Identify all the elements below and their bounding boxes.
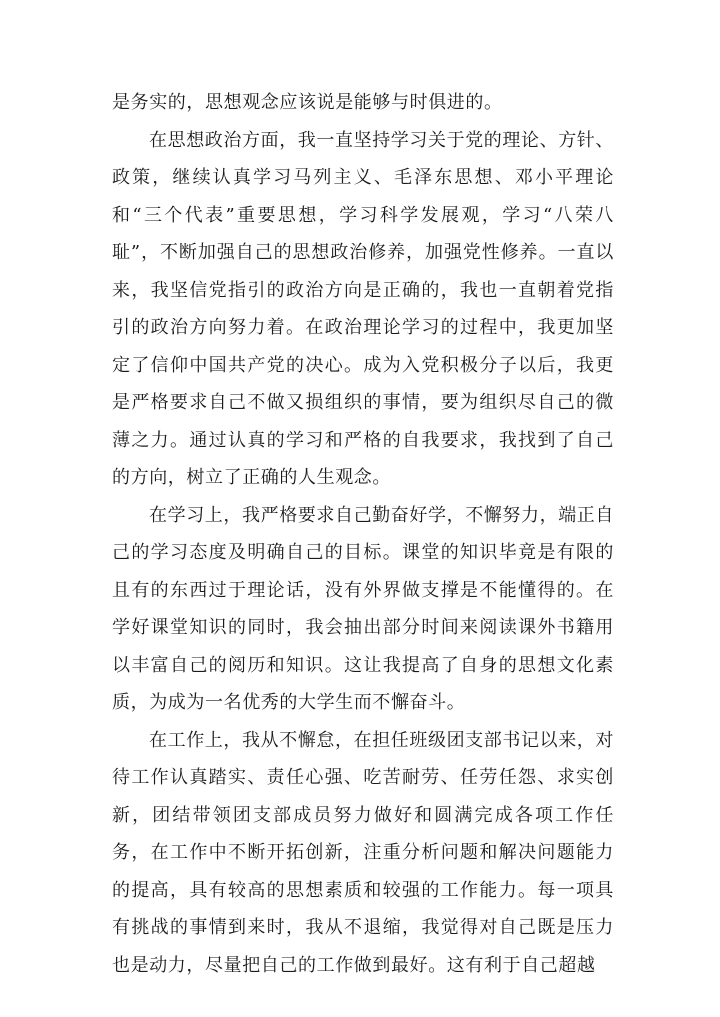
paragraph-political-thought: 在思想政治方面，我一直坚持学习关于党的理论、方针、政策，继续认真学习马列主义、毛泽东思想、邓小平理论和“三个代表”重要思想，学习科学发展观，学习“八荣八耻”，不断加强自己的思想政治修养，加强党性修养。一直以来，我坚信党指引的政治方向是正确的，我也一直朝着党指引的政治方向努力着。在政治理论学习的过程中，我更加坚定了信仰中国共产党的决心。成为入党积极分子以后，我更是严格要求自己不做又损组织的事情，要为组织尽自己的微薄之力。通过认真的学习和严格的自我要求，我找到了自己的方向，树立了正确的人生观念。 [112, 129, 614, 488]
document-body [112, 84, 614, 984]
paragraph-study: 在学习上，我严格要求自己勤奋好学，不懈努力，端正自己的学习态度及明确自己的目标。课堂的知识毕竟是有限的且有的东西过于理论话，没有外界做支撑是不能懂得的。在学好课堂知识的同时，我会抽出部分时间来阅读课外书籍用以丰富自己的阅历和知识。这让我提高了自身的思想文化素质，为成为一名优秀的大学生而不懈奋斗。 [112, 504, 614, 713]
paragraph-continuation: 是务实的，思想观念应该说是能够与时俱进的。 [112, 92, 503, 113]
paragraph-work: 在工作上，我从不懈怠，在担任班级团支部书记以来，对待工作认真踏实、责任心强、吃苦耐劳、任劳任怨、求实创新，团结带领团支部成员努力做好和圆满完成各项工作任务，在工作中不断开拓创新，注重分析问题和解决问题能力的提高，具有较高的思想素质和较强的工作能力。每一项具有挑战的事情到来时，我从不退缩，我觉得对自己既是压力也是动力，尽量把自己的工作做到最好。这有利于自己超越 [112, 729, 614, 976]
